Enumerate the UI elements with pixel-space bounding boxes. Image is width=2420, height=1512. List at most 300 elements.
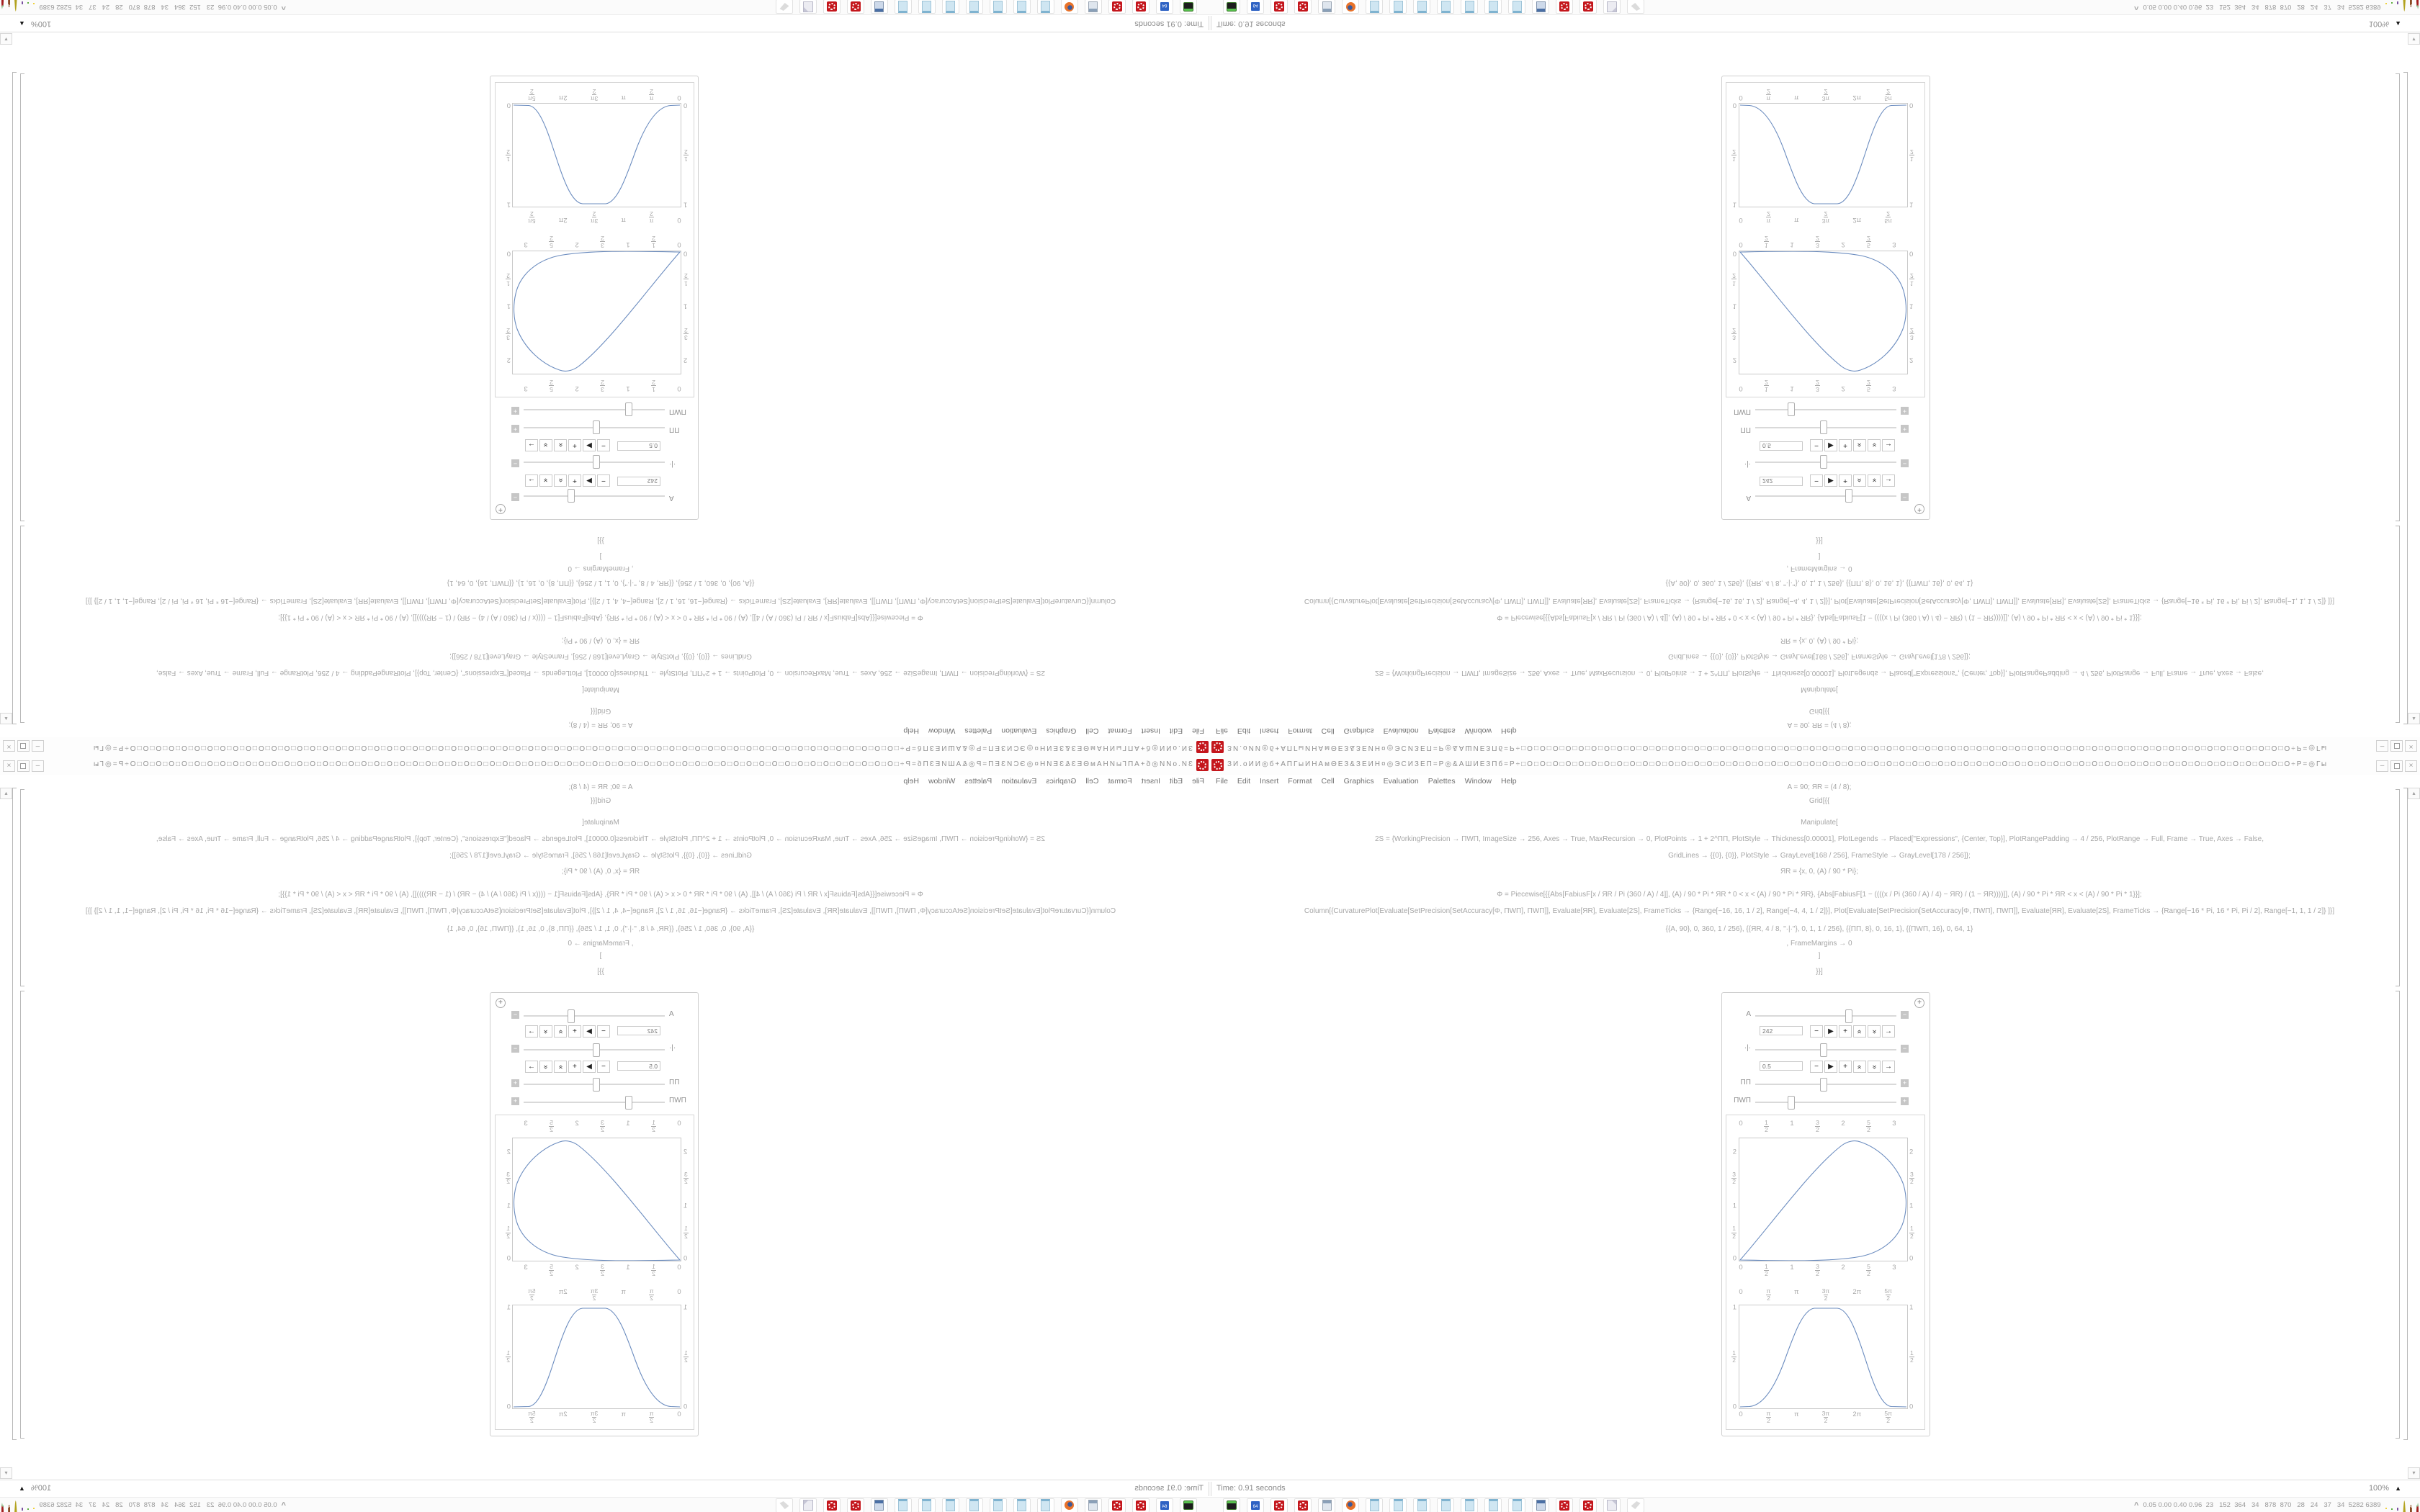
menu-item[interactable]: Insert [1260, 776, 1279, 786]
stepper-button[interactable]: ▶ [583, 1061, 596, 1073]
slider-track[interactable] [524, 409, 665, 410]
slider-thumb[interactable] [1845, 489, 1852, 503]
menu-item[interactable]: Evaluation [1001, 776, 1037, 786]
ghost-icon[interactable] [1627, 1498, 1644, 1512]
close-button[interactable]: × [2405, 740, 2417, 752]
close-button[interactable]: × [3, 760, 15, 772]
menu-item[interactable]: File [1192, 726, 1204, 736]
gear-icon[interactable] [1579, 0, 1597, 14]
tick-label: $\frac{1}{2}$ [652, 1119, 655, 1134]
magnification-value[interactable]: 100% [2368, 1484, 2390, 1493]
stepper-button[interactable]: → [525, 439, 538, 451]
manipulate-options-icon[interactable]: + [1914, 998, 1924, 1008]
stepper-button[interactable]: ▶ [1824, 474, 1837, 487]
slider-thumb[interactable] [593, 455, 600, 469]
expand-toggle-icon[interactable]: + [1901, 1079, 1909, 1087]
gear-icon[interactable] [1132, 0, 1150, 14]
menu-item[interactable]: Help [1501, 776, 1517, 786]
calc2-icon[interactable] [871, 0, 888, 14]
tick-label: $\frac{1}{2}$ [1765, 1119, 1768, 1134]
menu-item[interactable]: Palettes [1428, 776, 1456, 786]
stepper-button[interactable]: − [597, 474, 610, 487]
tick-label: 2π [1852, 94, 1862, 102]
manipulate-options-icon[interactable]: + [496, 504, 506, 514]
stepper-button[interactable]: + [1839, 474, 1852, 487]
stepper-button[interactable]: − [1810, 1061, 1823, 1073]
plot2-left-ticks [683, 1303, 694, 1411]
scroll-up-icon[interactable]: ▴ [0, 788, 12, 799]
scroll-down-icon[interactable]: ▾ [0, 33, 12, 45]
slider-track[interactable] [1755, 1015, 1896, 1017]
stepper-button[interactable]: » [1853, 1025, 1866, 1038]
calc-icon[interactable] [1318, 0, 1335, 14]
tray-chevron-icon[interactable]: ^ [281, 1500, 286, 1510]
menu-item[interactable]: Evaluation [1001, 726, 1037, 736]
stepper-button[interactable]: + [568, 1025, 581, 1038]
slider-thumb[interactable] [568, 489, 575, 503]
scroll-icon[interactable] [1603, 0, 1621, 14]
calc2-icon[interactable] [1532, 0, 1549, 14]
menu-item[interactable]: File [1216, 776, 1228, 786]
menu-item[interactable]: Window [1464, 726, 1492, 736]
restore-button[interactable] [2390, 760, 2403, 772]
slider-thumb[interactable] [1845, 1009, 1852, 1023]
value-field[interactable]: 0.5 [1760, 441, 1803, 451]
slider-track[interactable] [1755, 427, 1896, 428]
slider-track[interactable] [524, 495, 665, 497]
pad-icon[interactable] [942, 0, 959, 14]
menu-item[interactable]: Format [1108, 776, 1132, 786]
tick-label: $\frac{5}{2}$ [550, 1263, 553, 1278]
tick-label: 0 [1739, 216, 1743, 224]
menu-item[interactable]: Insert [1260, 726, 1279, 736]
scroll-icon[interactable] [799, 1498, 817, 1512]
stepper-button[interactable]: ▶ [1824, 1025, 1837, 1038]
scroll-up-icon[interactable]: ▴ [2408, 713, 2420, 724]
slider-row-ratio [1722, 457, 1930, 470]
emu-icon[interactable] [1180, 1498, 1197, 1512]
expand-toggle-icon[interactable]: + [511, 1079, 519, 1087]
scroll-icon[interactable] [799, 0, 817, 14]
calc2-icon[interactable] [871, 1498, 888, 1512]
menu-item[interactable]: Window [928, 726, 956, 736]
value-field[interactable]: 0.5 [617, 1061, 660, 1071]
gear-icon[interactable] [1108, 1498, 1126, 1512]
magnification-popup-icon[interactable]: ▲ [2395, 20, 2401, 27]
collapse-toggle-icon[interactable]: − [511, 1011, 519, 1019]
pad-icon[interactable] [1508, 1498, 1525, 1512]
slider-thumb[interactable] [593, 1078, 600, 1092]
collapse-toggle-icon[interactable]: − [1901, 459, 1909, 467]
slider-track[interactable] [524, 462, 665, 463]
pad-icon[interactable] [1508, 0, 1525, 14]
expand-toggle-icon[interactable]: + [1901, 425, 1909, 433]
slider-label: A [1746, 494, 1751, 502]
menu-item[interactable]: Graphics [1046, 726, 1077, 736]
slider-track[interactable] [524, 1084, 665, 1085]
slider-thumb[interactable] [1820, 420, 1827, 434]
pad-icon[interactable] [1366, 0, 1383, 14]
tick-label: 0 [506, 101, 511, 109]
plot1-left-ticks [1726, 249, 1737, 374]
restore-button[interactable] [2390, 740, 2403, 752]
gear-icon[interactable] [1579, 1498, 1597, 1512]
stepper-button[interactable]: » [539, 1061, 552, 1073]
gear-icon[interactable] [823, 1498, 841, 1512]
menu-item[interactable]: Edit [1169, 726, 1183, 736]
magnification-popup-icon[interactable]: ▲ [19, 20, 25, 27]
stepper-button[interactable]: + [1839, 1061, 1852, 1073]
calc-icon[interactable] [1318, 1498, 1335, 1512]
pad-icon[interactable] [966, 1498, 983, 1512]
stepper-button[interactable]: » [554, 439, 567, 451]
stepper-button[interactable]: − [597, 1061, 610, 1073]
value-field[interactable]: 242 [1760, 477, 1803, 486]
stepper-button[interactable]: ▶ [1824, 439, 1837, 451]
minimize-button[interactable]: – [2376, 740, 2388, 752]
stepper-button[interactable]: + [1839, 439, 1852, 451]
menu-item[interactable]: Format [1288, 776, 1312, 786]
stepper-button[interactable]: ▶ [1824, 1061, 1837, 1073]
stepper-button[interactable]: − [1810, 1025, 1823, 1038]
slider-thumb[interactable] [1820, 455, 1827, 469]
slider-track[interactable] [524, 427, 665, 428]
value-field[interactable]: 242 [1760, 1026, 1803, 1035]
stepper-button[interactable]: → [525, 474, 538, 487]
pad-icon[interactable] [895, 1498, 912, 1512]
cell-bracket-output[interactable] [2396, 991, 2400, 1439]
pad-icon[interactable] [1461, 0, 1478, 14]
tick-label: 2 [684, 356, 688, 364]
menu-item[interactable]: Edit [1237, 776, 1251, 786]
pad-icon[interactable] [1013, 1498, 1031, 1512]
slider-thumb[interactable] [1788, 402, 1795, 416]
tray-chevron-icon[interactable]: ^ [281, 2, 286, 12]
cell-bracket-input[interactable] [2396, 526, 2400, 723]
menu-item[interactable]: Window [1464, 776, 1492, 786]
slider-thumb[interactable] [593, 420, 600, 434]
calc-icon[interactable] [1085, 1498, 1102, 1512]
status-time: Time: 0.91 seconds [1216, 19, 1286, 28]
stepper-button[interactable]: » [1853, 439, 1866, 451]
sparkline-brown [2410, 1503, 2412, 1512]
stepper-button[interactable]: + [568, 474, 581, 487]
manipulate-options-icon[interactable]: + [1914, 504, 1924, 514]
manipulate-options-icon[interactable]: + [496, 998, 506, 1008]
gear-icon[interactable] [847, 1498, 864, 1512]
tick-label: 1 2 [1910, 148, 1914, 163]
pad-icon[interactable] [918, 1498, 936, 1512]
collapse-toggle-icon[interactable]: − [1901, 1045, 1909, 1053]
stepper-button[interactable]: » [1868, 1061, 1881, 1073]
slider-thumb[interactable] [625, 1096, 632, 1110]
expand-toggle-icon[interactable]: + [511, 425, 519, 433]
cell-bracket-group[interactable] [12, 72, 17, 724]
ffx-icon[interactable] [1342, 0, 1359, 14]
ghost-icon[interactable] [776, 1498, 793, 1512]
tick-label: π [1793, 94, 1799, 102]
stepper-row-ratio [490, 439, 698, 451]
emu-icon[interactable] [1223, 0, 1240, 14]
pad-icon[interactable] [1484, 1498, 1502, 1512]
gear-icon[interactable] [823, 0, 841, 14]
menu-item[interactable]: Evaluation [1383, 776, 1419, 786]
slider-row-PWP [490, 1094, 698, 1107]
cell-bracket-output[interactable] [2396, 73, 2400, 521]
code-line: {{A, 90}, 0, 360, 1 / 256}, {{ЯR, 4 / 8, "·|·"}, 0, 1, 1 / 256}, {{ΠΠ, 8}, 0, 16, 1}, {{ΠWΠ, 16}, 0, 64, 1} [1665, 925, 1973, 933]
pad-icon[interactable] [1389, 1498, 1407, 1512]
pad-icon[interactable] [1437, 0, 1454, 14]
slider-label: ΠWΠ [1734, 1097, 1751, 1104]
pad-icon[interactable] [942, 1498, 959, 1512]
slider-track[interactable] [524, 1015, 665, 1017]
pad-icon[interactable] [1461, 1498, 1478, 1512]
taskbar [1210, 1497, 2420, 1512]
stepper-button[interactable]: » [539, 439, 552, 451]
tick-label: 0 [677, 1264, 681, 1272]
value-field[interactable]: 0.5 [1760, 1061, 1803, 1071]
stepper-button[interactable]: ▶ [583, 474, 596, 487]
gear-icon[interactable] [1270, 1498, 1288, 1512]
stepper-button[interactable]: − [1810, 474, 1823, 487]
menu-item[interactable]: Window [928, 776, 956, 786]
stepper-button[interactable]: → [525, 1025, 538, 1038]
calc-icon[interactable] [1085, 0, 1102, 14]
menu-item[interactable]: Help [1501, 726, 1517, 736]
scroll-down-icon[interactable]: ▾ [2408, 33, 2420, 45]
value-field[interactable]: 242 [617, 1026, 660, 1035]
pad-icon[interactable] [895, 0, 912, 14]
collapse-toggle-icon[interactable]: − [1901, 493, 1909, 501]
ffx-icon[interactable] [1061, 1498, 1078, 1512]
stepper-button[interactable]: + [568, 439, 581, 451]
collapse-toggle-icon[interactable]: − [511, 493, 519, 501]
restore-button[interactable] [17, 760, 30, 772]
stepper-button[interactable]: » [539, 474, 552, 487]
stepper-button[interactable]: → [525, 1061, 538, 1073]
menu-item[interactable]: Cell [1321, 776, 1335, 786]
pad-icon[interactable] [1437, 1498, 1454, 1512]
plot2-top-ticks [1739, 210, 1892, 224]
stepper-button[interactable]: + [1839, 1025, 1852, 1038]
slider-thumb[interactable] [1788, 1096, 1795, 1110]
collapse-toggle-icon[interactable]: − [1901, 1011, 1909, 1019]
slider-thumb[interactable] [625, 402, 632, 416]
scroll-icon[interactable] [1603, 1498, 1621, 1512]
slider-track[interactable] [1755, 462, 1896, 463]
gear-icon[interactable] [847, 0, 864, 14]
value-field[interactable]: 0.5 [617, 441, 660, 451]
ghost-icon[interactable] [1627, 0, 1644, 14]
ffx-icon[interactable] [1342, 1498, 1359, 1512]
minimize-button[interactable]: – [32, 740, 44, 752]
pad-icon[interactable] [1413, 1498, 1430, 1512]
collapse-toggle-icon[interactable]: − [511, 459, 519, 467]
code-line: ] [599, 952, 602, 960]
expand-toggle-icon[interactable]: + [1901, 1097, 1909, 1105]
slider-thumb[interactable] [593, 1043, 600, 1057]
pad-icon[interactable] [1413, 0, 1430, 14]
magnification-value[interactable]: 100% [2368, 19, 2390, 28]
stepper-button[interactable]: → [1882, 1025, 1895, 1038]
tick-label: 3 2 [506, 326, 510, 341]
close-button[interactable]: × [2405, 760, 2417, 772]
pad-icon[interactable] [918, 0, 936, 14]
expand-toggle-icon[interactable]: + [511, 407, 519, 415]
menu-item[interactable]: Cell [1085, 726, 1099, 736]
cell-bracket-input[interactable] [2396, 789, 2400, 986]
stepper-button[interactable]: → [1882, 439, 1895, 451]
ffx-icon[interactable] [1061, 0, 1078, 14]
gear-icon[interactable] [1294, 1498, 1312, 1512]
stepper-button[interactable]: → [1882, 474, 1895, 487]
pad-icon[interactable] [1013, 0, 1031, 14]
bump-curve [513, 1305, 681, 1408]
scroll-up-icon[interactable]: ▴ [0, 713, 12, 724]
stepper-button[interactable]: » [1868, 474, 1881, 487]
emu-icon[interactable] [1180, 0, 1197, 14]
gear-icon[interactable] [1556, 1498, 1573, 1512]
menu-item[interactable]: File [1192, 776, 1204, 786]
gear-icon[interactable] [1108, 0, 1126, 14]
ghost-icon[interactable] [776, 0, 793, 14]
stepper-button[interactable]: » [1853, 474, 1866, 487]
menu-item[interactable]: Help [903, 726, 919, 736]
restore-button[interactable] [17, 740, 30, 752]
menu-item[interactable]: Cell [1321, 726, 1335, 736]
stepper-button[interactable]: » [1868, 1025, 1881, 1038]
calc2-icon[interactable] [1532, 1498, 1549, 1512]
gear-icon[interactable] [1132, 1498, 1150, 1512]
slider-track[interactable] [1755, 409, 1896, 410]
menu-item[interactable]: Palettes [1428, 726, 1456, 736]
stepper-button[interactable]: » [554, 1061, 567, 1073]
stepper-button[interactable]: » [554, 1025, 567, 1038]
cell-bracket-output[interactable] [20, 73, 24, 521]
slider-thumb[interactable] [568, 1009, 575, 1023]
stepper-button[interactable]: − [597, 439, 610, 451]
tray-chevron-icon[interactable]: ^ [2134, 2, 2139, 12]
stepper-button[interactable]: ▶ [583, 1025, 596, 1038]
menu-item[interactable]: Help [903, 776, 919, 786]
slider-thumb[interactable] [1820, 1078, 1827, 1092]
scroll-up-icon[interactable]: ▴ [2408, 788, 2420, 799]
slider-track[interactable] [1755, 1084, 1896, 1085]
f64-icon[interactable] [1247, 1498, 1264, 1512]
pad-icon[interactable] [1037, 1498, 1054, 1512]
slider-track[interactable] [524, 1102, 665, 1103]
close-button[interactable]: × [3, 740, 15, 752]
menu-item[interactable]: File [1216, 726, 1228, 736]
slider-track[interactable] [1755, 495, 1896, 497]
magnification-value[interactable]: 100% [30, 1484, 52, 1493]
cell-bracket-input[interactable] [20, 526, 24, 723]
menu-item[interactable]: Graphics [1046, 776, 1077, 786]
stepper-button[interactable]: » [1853, 1061, 1866, 1073]
cell-bracket-group[interactable] [2403, 72, 2408, 724]
f64-icon[interactable] [1156, 0, 1173, 14]
collapse-toggle-icon[interactable]: − [511, 1045, 519, 1053]
pad-icon[interactable] [990, 1498, 1007, 1512]
menu-item[interactable]: Insert [1141, 726, 1160, 736]
cell-bracket-input[interactable] [20, 789, 24, 986]
tray-chevron-icon[interactable]: ^ [2134, 1500, 2139, 1510]
menu-item[interactable]: Insert [1141, 776, 1160, 786]
scroll-down-icon[interactable]: ▾ [0, 1467, 12, 1479]
plot2-left-ticks [1726, 1303, 1737, 1411]
pad-icon[interactable] [1389, 0, 1407, 14]
tick-label: 1 2 [652, 378, 655, 393]
menu-bar [903, 726, 1204, 737]
tick-label: 1 2 [506, 148, 510, 163]
gear-icon[interactable] [1270, 0, 1288, 14]
scroll-down-icon[interactable]: ▾ [2408, 1467, 2420, 1479]
stepper-button[interactable]: » [554, 474, 567, 487]
f64-icon[interactable] [1247, 0, 1264, 14]
stepper-button[interactable]: → [1882, 1061, 1895, 1073]
magnification-popup-icon[interactable]: ▲ [2395, 1485, 2401, 1492]
tick-label: $\frac{\pi}{2}$ [1766, 1410, 1771, 1425]
plot2-top-ticks [528, 1288, 681, 1302]
pad-icon[interactable] [966, 0, 983, 14]
slider-track[interactable] [524, 1049, 665, 1050]
menu-item[interactable]: Evaluation [1383, 726, 1419, 736]
f64-icon[interactable] [1156, 1498, 1173, 1512]
menu-item[interactable]: Palettes [964, 776, 992, 786]
pad-icon[interactable] [1037, 0, 1054, 14]
tick-label: $\frac{3}{2}$ [1910, 1171, 1914, 1186]
pad-icon[interactable] [1484, 0, 1502, 14]
cell-bracket-group[interactable] [12, 788, 17, 1440]
magnification-popup-icon[interactable]: ▲ [19, 1485, 25, 1492]
menu-item[interactable]: Edit [1237, 726, 1251, 736]
stepper-button[interactable]: » [1868, 439, 1881, 451]
pad-icon[interactable] [1366, 1498, 1383, 1512]
menu-item[interactable]: Cell [1085, 776, 1099, 786]
cell-bracket-group[interactable] [2403, 788, 2408, 1440]
tick-label: 3π 2 [590, 87, 599, 102]
cell-bracket-output[interactable] [20, 991, 24, 1439]
tick-label: 1 [626, 1120, 630, 1128]
menu-bar [1216, 775, 1517, 786]
gear-icon[interactable] [1294, 0, 1312, 14]
sparkline-redgreen [2416, 0, 2419, 9]
slider-track[interactable] [1755, 1049, 1896, 1050]
menu-item[interactable]: Graphics [1343, 776, 1374, 786]
stepper-button[interactable]: ▶ [583, 439, 596, 451]
minimize-button[interactable]: – [2376, 760, 2388, 772]
stepper-button[interactable]: + [568, 1061, 581, 1073]
gear-icon[interactable] [1556, 0, 1573, 14]
menu-item[interactable]: Format [1108, 726, 1132, 736]
stepper-button[interactable]: − [1810, 439, 1823, 451]
stepper-button[interactable]: » [539, 1025, 552, 1038]
stepper-button[interactable]: − [597, 1025, 610, 1038]
emu-icon[interactable] [1223, 1498, 1240, 1512]
magnification-value[interactable]: 100% [30, 19, 52, 28]
menu-item[interactable]: Edit [1169, 776, 1183, 786]
menu-item[interactable]: Palettes [964, 726, 992, 736]
expand-toggle-icon[interactable]: + [511, 1097, 519, 1105]
slider-thumb[interactable] [1820, 1043, 1827, 1057]
value-field[interactable]: 242 [617, 477, 660, 486]
menu-item[interactable]: Format [1288, 726, 1312, 736]
pad-icon[interactable] [990, 0, 1007, 14]
menu-item[interactable]: Graphics [1343, 726, 1374, 736]
minimize-button[interactable]: – [32, 760, 44, 772]
expand-toggle-icon[interactable]: + [1901, 407, 1909, 415]
slider-track[interactable] [1755, 1102, 1896, 1103]
